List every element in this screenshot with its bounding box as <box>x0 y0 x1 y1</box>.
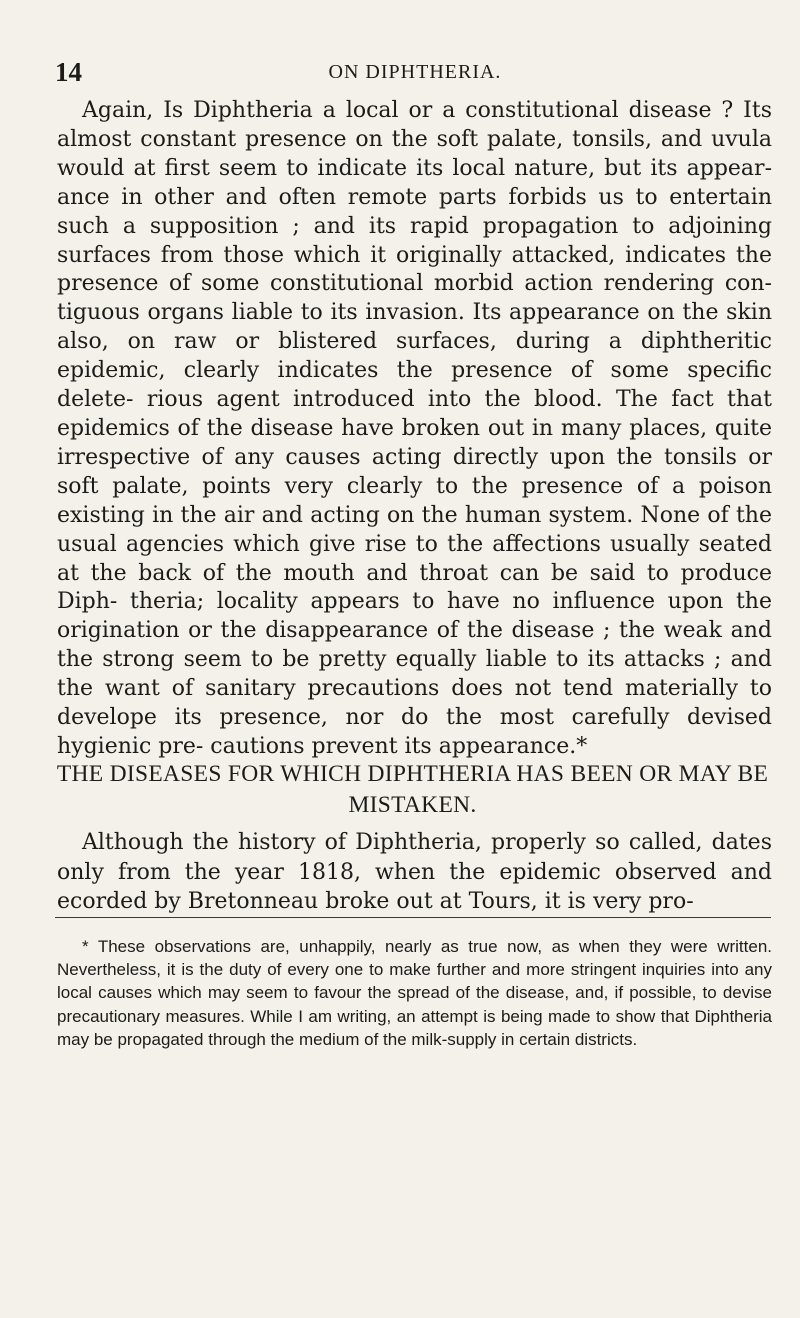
footnote: * These observations are, unhappily, nearly as true now, as when they were written. Nevertheless, it is the duty of every one to make further and more stringent inquiries into any local causes which may seem to favour the spread of the disease, and, if possible, to devise precautionary measures. While I am writing, an attempt is being made to show that Diphtheria may be propagated through the medium of the milk-supply in certain districts. <box>57 937 772 1049</box>
body-paragraph-1: Again, Is Diphtheria a local or a constitutional disease ? Its almost constant presence on the soft palate, tonsils, and uvula would at first seem to indicate its local nature, but its appear- ance in other and often remote parts forbids us to entertain such a supposition ; and its rapid propagation to adjoining surfaces from those which it originally attacked, indicates the presence of some constitutional morbid action rendering con- tiguous organs liable to its invasion. Its appearance on the skin also, on raw or blistered surfaces, during a diphtheritic epidemic, clearly indicates the presence of some specific delete- rious agent introduced into the blood. The fact that epidemics of the disease have broken out in many places, quite irrespective of any causes acting directly upon the tonsils or soft palate, points very clearly to the presence of a poison existing in the air and acting on the human system. None of the usual agencies which give rise to the affections usually seated at the back of the mouth and throat can be said to produce Diph- theria; locality appears to have no influence upon the origination or the disappearance of the disease ; the weak and the strong seem to be pretty equally liable to its attacks ; and the want of sanitary precautions does not tend materially to develope its presence, nor do the most carefully devised hygienic pre- cautions prevent its appearance.* <box>57 98 772 759</box>
body-paragraph-2: Although the history of Diphtheria, properly so called, dates only from the year 1818, when the epidemic observed and ecorded by Bretonneau broke out at Tours, it is very pro- <box>57 830 772 914</box>
page-header <box>55 55 775 95</box>
section-heading: THE DISEASES FOR WHICH DIPHTHERIA HAS BEEN OR MAY BE MISTAKEN. <box>56 761 769 818</box>
page-number: 14 <box>55 57 82 87</box>
footnote-divider <box>55 917 771 918</box>
running-head: ON DIPHTHERIA. <box>328 61 502 83</box>
